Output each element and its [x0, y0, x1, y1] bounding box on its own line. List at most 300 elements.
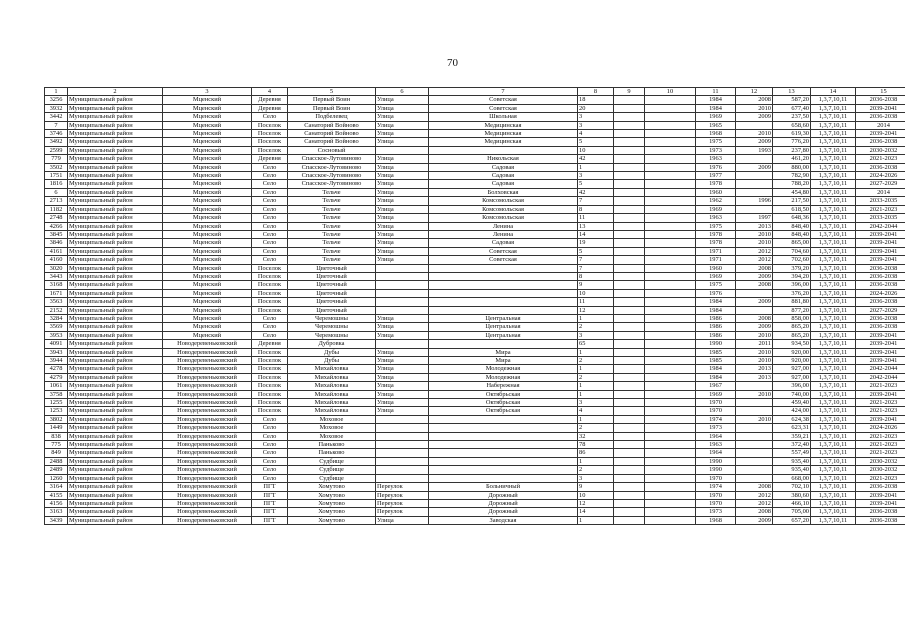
work-types-cell: 1,3,7,10,11 [811, 247, 856, 255]
house-number-cell: 8 [578, 272, 614, 280]
repair-year-cell: 2010 [736, 239, 773, 247]
district-cell: Мценский [163, 197, 252, 205]
settlement-type-cell: Село [252, 222, 288, 230]
column-9-cell [614, 138, 645, 146]
build-year-cell: 1964 [696, 449, 736, 457]
build-year-cell: 1976 [696, 163, 736, 171]
build-year-cell: 1990 [696, 340, 736, 348]
column-9-cell [614, 281, 645, 289]
build-year-cell: 1976 [696, 289, 736, 297]
repair-year-cell [736, 407, 773, 415]
area-cell: 466,10 [773, 499, 811, 507]
house-number-cell: 10 [578, 146, 614, 154]
street-type-cell: Улица [376, 113, 429, 121]
street-name-cell: Ленина [429, 230, 578, 238]
column-9-cell [614, 272, 645, 280]
municipality-type-cell: Муниципальный район [68, 348, 163, 356]
planned-period-cell: 2039-2041 [856, 348, 905, 356]
work-types-cell: 1,3,7,10,11 [811, 449, 856, 457]
street-name-cell: Мира [429, 357, 578, 365]
repair-year-cell [736, 457, 773, 465]
column-10-cell [645, 104, 696, 112]
house-number-cell: 5 [578, 247, 614, 255]
column-header-9: 9 [614, 88, 645, 96]
planned-period-cell: 2039-2041 [856, 331, 905, 339]
column-10-cell [645, 399, 696, 407]
street-name-cell [429, 424, 578, 432]
planned-period-cell: 2036-2038 [856, 113, 905, 121]
column-10-cell [645, 516, 696, 524]
work-types-cell: 1,3,7,10,11 [811, 331, 856, 339]
street-name-cell: Молодежная [429, 373, 578, 381]
street-type-cell: Улица [376, 180, 429, 188]
record-id-cell: 2489 [45, 466, 68, 474]
build-year-cell: 1973 [696, 146, 736, 154]
street-name-cell: Советская [429, 96, 578, 104]
street-type-cell [376, 466, 429, 474]
planned-period-cell: 2036-2038 [856, 272, 905, 280]
street-type-cell: Улица [376, 399, 429, 407]
column-10-cell [645, 155, 696, 163]
district-cell: Новодеревеньковский [163, 399, 252, 407]
work-types-cell: 1,3,7,10,11 [811, 499, 856, 507]
street-name-cell [429, 457, 578, 465]
area-cell: 877,20 [773, 306, 811, 314]
area-cell: 557,49 [773, 449, 811, 457]
build-year-cell: 1960 [696, 264, 736, 272]
area-cell: 658,60 [773, 121, 811, 129]
street-name-cell: Комсомольская [429, 205, 578, 213]
column-9-cell [614, 340, 645, 348]
table-row [45, 306, 905, 314]
district-cell: Новодеревеньковский [163, 382, 252, 390]
work-types-cell: 1,3,7,10,11 [811, 424, 856, 432]
column-9-cell [614, 365, 645, 373]
table-row [45, 197, 905, 205]
repair-year-cell [736, 449, 773, 457]
street-type-cell [376, 457, 429, 465]
table-row [45, 214, 905, 222]
table-row [45, 230, 905, 238]
street-type-cell [376, 432, 429, 440]
repair-year-cell [736, 180, 773, 188]
planned-period-cell: 2036-2038 [856, 163, 905, 171]
column-10-cell [645, 214, 696, 222]
municipality-type-cell: Муниципальный район [68, 289, 163, 297]
column-9-cell [614, 289, 645, 297]
planned-period-cell: 2021-2023 [856, 205, 905, 213]
area-cell: 237,50 [773, 113, 811, 121]
street-name-cell: Школьная [429, 113, 578, 121]
repair-year-cell [736, 399, 773, 407]
settlement-name-cell: Цветочный [288, 289, 376, 297]
settlement-type-cell: Поселок [252, 390, 288, 398]
column-9-cell [614, 441, 645, 449]
build-year-cell: 1968 [696, 516, 736, 524]
work-types-cell: 1,3,7,10,11 [811, 239, 856, 247]
column-header-10: 10 [645, 88, 696, 96]
settlement-name-cell: Хомутово [288, 516, 376, 524]
record-id-cell: 3502 [45, 163, 68, 171]
table-row [45, 365, 905, 373]
repair-year-cell [736, 466, 773, 474]
table-row [45, 272, 905, 280]
build-year-cell: 1974 [696, 483, 736, 491]
area-cell: 704,60 [773, 247, 811, 255]
settlement-type-cell: Село [252, 113, 288, 121]
repair-year-cell [736, 172, 773, 180]
settlement-type-cell: Поселок [252, 357, 288, 365]
settlement-type-cell: Поселок [252, 298, 288, 306]
column-9-cell [614, 298, 645, 306]
repair-year-cell: 2008 [736, 96, 773, 104]
municipality-type-cell: Муниципальный район [68, 298, 163, 306]
street-type-cell [376, 146, 429, 154]
planned-period-cell: 2039-2041 [856, 415, 905, 423]
street-name-cell [429, 449, 578, 457]
record-id-cell: 4278 [45, 365, 68, 373]
table-row [45, 113, 905, 121]
area-cell: 782,90 [773, 172, 811, 180]
street-type-cell: Улица [376, 331, 429, 339]
column-10-cell [645, 188, 696, 196]
settlement-name-cell: Судбище [288, 474, 376, 482]
repair-year-cell: 2010 [736, 230, 773, 238]
settlement-type-cell: Деревня [252, 96, 288, 104]
municipality-type-cell: Муниципальный район [68, 155, 163, 163]
settlement-name-cell: Подбелевец [288, 113, 376, 121]
street-name-cell [429, 441, 578, 449]
build-year-cell: 1985 [696, 357, 736, 365]
work-types-cell: 1,3,7,10,11 [811, 214, 856, 222]
street-type-cell: Улица [376, 197, 429, 205]
column-9-cell [614, 331, 645, 339]
municipality-type-cell: Муниципальный район [68, 146, 163, 154]
street-name-cell: Ленина [429, 222, 578, 230]
municipality-type-cell: Муниципальный район [68, 314, 163, 322]
column-9-cell [614, 491, 645, 499]
build-year-cell: 1986 [696, 314, 736, 322]
build-year-cell: 1975 [696, 222, 736, 230]
area-cell: 935,40 [773, 457, 811, 465]
work-types-cell: 1,3,7,10,11 [811, 382, 856, 390]
build-year-cell: 1970 [696, 491, 736, 499]
settlement-type-cell: ПГТ [252, 516, 288, 524]
settlement-name-cell: Цветочный [288, 264, 376, 272]
municipality-type-cell: Муниципальный район [68, 230, 163, 238]
area-cell: 380,60 [773, 491, 811, 499]
planned-period-cell: 2024-2026 [856, 424, 905, 432]
column-10-cell [645, 424, 696, 432]
settlement-name-cell: Михайловка [288, 365, 376, 373]
house-number-cell: 2 [578, 373, 614, 381]
column-9-cell [614, 508, 645, 516]
house-number-cell: 3 [578, 474, 614, 482]
work-types-cell: 1,3,7,10,11 [811, 441, 856, 449]
build-year-cell: 1962 [696, 197, 736, 205]
settlement-type-cell: Село [252, 466, 288, 474]
column-10-cell [645, 256, 696, 264]
planned-period-cell: 2024-2026 [856, 172, 905, 180]
column-10-cell [645, 130, 696, 138]
planned-period-cell: 2036-2038 [856, 298, 905, 306]
settlement-name-cell: Паньково [288, 449, 376, 457]
settlement-name-cell: Черемошны [288, 314, 376, 322]
district-cell: Новодеревеньковский [163, 365, 252, 373]
district-cell: Мценский [163, 306, 252, 314]
repair-year-cell: 2013 [736, 222, 773, 230]
district-cell: Новодеревеньковский [163, 348, 252, 356]
district-cell: Новодеревеньковский [163, 516, 252, 524]
table-row [45, 121, 905, 129]
district-cell: Мценский [163, 180, 252, 188]
column-header-5: 5 [288, 88, 376, 96]
build-year-cell: 1986 [696, 331, 736, 339]
settlement-type-cell: ПГТ [252, 499, 288, 507]
column-9-cell [614, 483, 645, 491]
build-year-cell: 1970 [696, 499, 736, 507]
settlement-type-cell: Село [252, 415, 288, 423]
area-cell: 396,00 [773, 382, 811, 390]
street-type-cell: Улица [376, 214, 429, 222]
district-cell: Новодеревеньковский [163, 432, 252, 440]
table-row [45, 340, 905, 348]
planned-period-cell: 2021-2023 [856, 441, 905, 449]
planned-period-cell: 2021-2023 [856, 474, 905, 482]
record-id-cell: 3256 [45, 96, 68, 104]
area-cell: 881,80 [773, 298, 811, 306]
district-cell: Новодеревеньковский [163, 340, 252, 348]
column-10-cell [645, 508, 696, 516]
work-types-cell: 1,3,7,10,11 [811, 138, 856, 146]
municipality-type-cell: Муниципальный район [68, 499, 163, 507]
street-name-cell [429, 289, 578, 297]
planned-period-cell: 2036-2038 [856, 508, 905, 516]
table-row [45, 146, 905, 154]
street-type-cell: Улица [376, 121, 429, 129]
column-10-cell [645, 264, 696, 272]
district-cell: Мценский [163, 247, 252, 255]
street-type-cell: Улица [376, 138, 429, 146]
municipality-type-cell: Муниципальный район [68, 272, 163, 280]
street-type-cell [376, 289, 429, 297]
planned-period-cell: 2039-2041 [856, 390, 905, 398]
table-row [45, 172, 905, 180]
settlement-type-cell: Село [252, 432, 288, 440]
column-10-cell [645, 382, 696, 390]
settlement-name-cell: Михайловка [288, 407, 376, 415]
settlement-name-cell: Михайловка [288, 382, 376, 390]
table-row [45, 163, 905, 171]
column-10-cell [645, 230, 696, 238]
column-header-13: 13 [773, 88, 811, 96]
build-year-cell: 1978 [696, 239, 736, 247]
street-type-cell: Улица [376, 382, 429, 390]
area-cell: 880,00 [773, 163, 811, 171]
street-type-cell: Улица [376, 314, 429, 322]
municipality-type-cell: Муниципальный район [68, 239, 163, 247]
table-row [45, 474, 905, 482]
column-9-cell [614, 449, 645, 457]
municipality-type-cell: Муниципальный район [68, 180, 163, 188]
municipality-type-cell: Муниципальный район [68, 113, 163, 121]
street-type-cell: Улица [376, 188, 429, 196]
record-id-cell: 1260 [45, 474, 68, 482]
table-row [45, 256, 905, 264]
district-cell: Мценский [163, 264, 252, 272]
street-name-cell: Садовая [429, 239, 578, 247]
repair-year-cell [736, 474, 773, 482]
municipality-type-cell: Муниципальный район [68, 130, 163, 138]
district-cell: Мценский [163, 222, 252, 230]
record-id-cell: 1255 [45, 399, 68, 407]
build-year-cell: 1970 [696, 474, 736, 482]
house-number-cell: 3 [578, 172, 614, 180]
planned-period-cell: 2036-2038 [856, 281, 905, 289]
column-9-cell [614, 222, 645, 230]
district-cell: Новодеревеньковский [163, 508, 252, 516]
build-year-cell: 1969 [696, 205, 736, 213]
build-year-cell: 1978 [696, 230, 736, 238]
house-number-cell: 1 [578, 314, 614, 322]
column-10-cell [645, 357, 696, 365]
table-row [45, 407, 905, 415]
repair-year-cell [736, 382, 773, 390]
area-cell: 359,21 [773, 432, 811, 440]
municipality-type-cell: Муниципальный район [68, 306, 163, 314]
record-id-cell: 3758 [45, 390, 68, 398]
municipality-type-cell: Муниципальный район [68, 121, 163, 129]
house-number-cell: 5 [578, 180, 614, 188]
street-name-cell: Садовая [429, 180, 578, 188]
record-id-cell: 3443 [45, 272, 68, 280]
municipality-type-cell: Муниципальный район [68, 373, 163, 381]
column-9-cell [614, 96, 645, 104]
repair-year-cell: 2012 [736, 491, 773, 499]
street-name-cell: Медицинская [429, 130, 578, 138]
settlement-type-cell: Село [252, 239, 288, 247]
settlement-type-cell: Поселок [252, 272, 288, 280]
street-type-cell: Улица [376, 96, 429, 104]
work-types-cell: 1,3,7,10,11 [811, 281, 856, 289]
house-number-cell: 1 [578, 365, 614, 373]
work-types-cell: 1,3,7,10,11 [811, 357, 856, 365]
work-types-cell: 1,3,7,10,11 [811, 466, 856, 474]
municipality-type-cell: Муниципальный район [68, 466, 163, 474]
build-year-cell: 1969 [696, 113, 736, 121]
municipality-type-cell: Муниципальный район [68, 508, 163, 516]
area-cell: 454,80 [773, 188, 811, 196]
work-types-cell: 1,3,7,10,11 [811, 172, 856, 180]
area-cell: 788,20 [773, 180, 811, 188]
work-types-cell: 1,3,7,10,11 [811, 188, 856, 196]
repair-year-cell: 2013 [736, 365, 773, 373]
planned-period-cell: 2021-2023 [856, 155, 905, 163]
municipality-type-cell: Муниципальный район [68, 407, 163, 415]
table-row [45, 399, 905, 407]
planned-period-cell: 2036-2038 [856, 483, 905, 491]
column-10-cell [645, 146, 696, 154]
housing-registry-table [44, 87, 905, 525]
repair-year-cell: 1997 [736, 214, 773, 222]
build-year-cell: 1970 [696, 399, 736, 407]
record-id-cell: 3442 [45, 113, 68, 121]
column-10-cell [645, 239, 696, 247]
settlement-name-cell: Сосновый [288, 146, 376, 154]
house-number-cell: 86 [578, 449, 614, 457]
municipality-type-cell: Муниципальный район [68, 138, 163, 146]
street-name-cell: Набережная [429, 382, 578, 390]
settlement-name-cell: Судбище [288, 457, 376, 465]
repair-year-cell: 2009 [736, 298, 773, 306]
column-10-cell [645, 113, 696, 121]
settlement-name-cell: Санаторий Войново [288, 130, 376, 138]
street-type-cell: Улица [376, 516, 429, 524]
column-9-cell [614, 247, 645, 255]
municipality-type-cell: Муниципальный район [68, 197, 163, 205]
settlement-type-cell: Поселок [252, 407, 288, 415]
record-id-cell: 4156 [45, 499, 68, 507]
area-cell: 927,00 [773, 365, 811, 373]
build-year-cell: 1963 [696, 441, 736, 449]
settlement-type-cell: Поселок [252, 130, 288, 138]
repair-year-cell: 2010 [736, 357, 773, 365]
planned-period-cell: 2039-2041 [856, 104, 905, 112]
settlement-name-cell: Цветочный [288, 298, 376, 306]
record-id-cell: 3563 [45, 298, 68, 306]
work-types-cell: 1,3,7,10,11 [811, 483, 856, 491]
area-cell: 657,20 [773, 516, 811, 524]
repair-year-cell: 2010 [736, 415, 773, 423]
column-9-cell [614, 205, 645, 213]
record-id-cell: 1671 [45, 289, 68, 297]
record-id-cell: 779 [45, 155, 68, 163]
table-row [45, 508, 905, 516]
settlement-type-cell: Поселок [252, 382, 288, 390]
repair-year-cell: 1993 [736, 146, 773, 154]
column-9-cell [614, 239, 645, 247]
record-id-cell: 3569 [45, 323, 68, 331]
column-header-15: 15 [856, 88, 905, 96]
house-number-cell: 78 [578, 441, 614, 449]
planned-period-cell: 2036-2038 [856, 314, 905, 322]
repair-year-cell: 2009 [736, 272, 773, 280]
table-row [45, 222, 905, 230]
area-cell: 237,80 [773, 146, 811, 154]
district-cell: Мценский [163, 298, 252, 306]
street-name-cell: Центральная [429, 323, 578, 331]
settlement-name-cell: Тельче [288, 188, 376, 196]
street-type-cell: Улица [376, 104, 429, 112]
table-row [45, 155, 905, 163]
area-cell: 618,50 [773, 205, 811, 213]
house-number-cell: 2 [578, 323, 614, 331]
area-cell: 376,20 [773, 289, 811, 297]
table-row [45, 390, 905, 398]
municipality-type-cell: Муниципальный район [68, 104, 163, 112]
planned-period-cell: 2042-2044 [856, 373, 905, 381]
record-id-cell: 2599 [45, 146, 68, 154]
settlement-type-cell: Поселок [252, 373, 288, 381]
house-number-cell: 13 [578, 222, 614, 230]
settlement-name-cell: Цветочный [288, 281, 376, 289]
planned-period-cell: 2042-2044 [856, 222, 905, 230]
build-year-cell: 1965 [696, 121, 736, 129]
column-10-cell [645, 222, 696, 230]
area-cell: 379,20 [773, 264, 811, 272]
street-name-cell: Дорожный [429, 499, 578, 507]
settlement-name-cell: Судбище [288, 466, 376, 474]
